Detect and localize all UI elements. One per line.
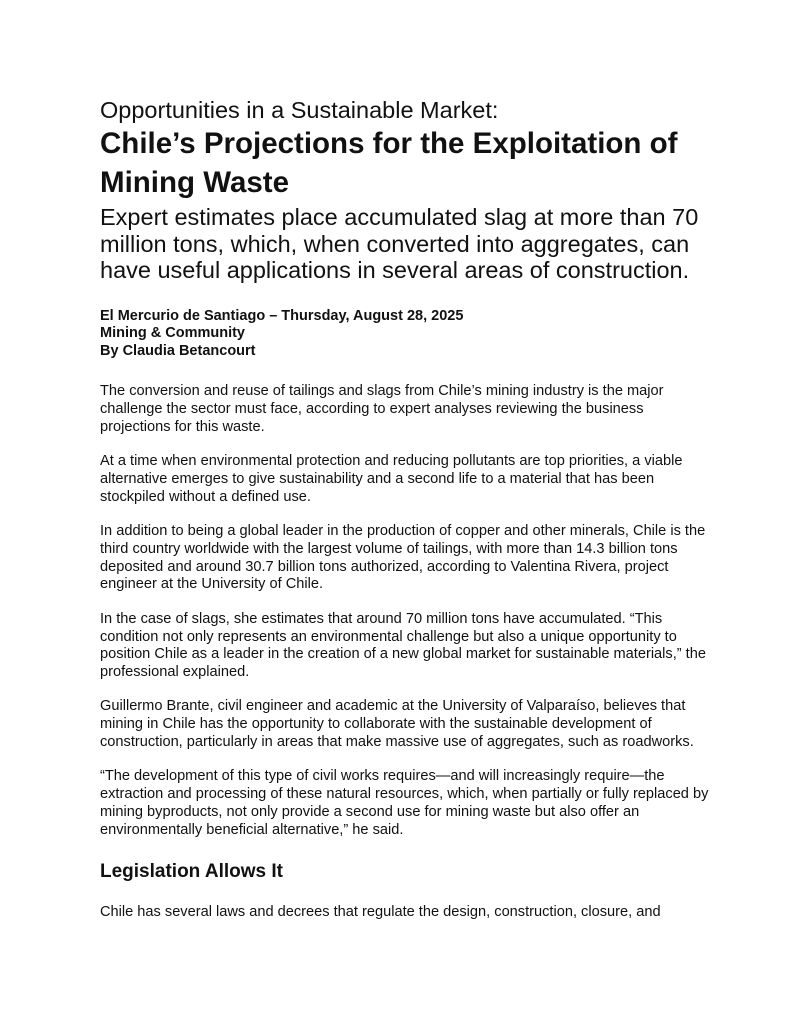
paragraph: The conversion and reuse of tailings and slags from Chile’s mining industry is the major challenge the sector must face, according to expert analyses reviewing the business projections for this waste. (100, 383, 664, 435)
byline: By Claudia Betancourt (100, 342, 256, 359)
article-title: Chile’s Projections for the Exploitation of Mining Waste (100, 127, 678, 199)
paragraph: “The development of this type of civil works requires—and will increasingly require—the extraction and processing of these natural resources, which, when partially or fully replaced by mining byproducts, not only provide a second use for mining waste but also offer an environmentally beneficial alternative,” he said. (100, 768, 709, 838)
article-kicker: Opportunities in a Sustainable Market: (100, 97, 499, 123)
article-meta (100, 308, 712, 361)
section-name: Mining & Community (100, 325, 245, 342)
paragraph: Chile has several laws and decrees that regulate the design, construction, closure, and (100, 903, 661, 920)
article-deck: Expert estimates place accumulated slag at more than 70 million tons, which, when converted into aggregates, can have useful applications in several areas of construction. (100, 204, 699, 283)
section-heading: Legislation Allows It (100, 860, 283, 882)
paragraph: In addition to being a global leader in the production of copper and other minerals, Chile is the third country worldwide with the largest volume of tailings, with more than 14.3 billion tons deposited and around 30.7 billion tons authorized, according to Valentina Rivera, project engineer at the University of Chile. (100, 523, 706, 593)
source-date: El Mercurio de Santiago – Thursday, August 28, 2025 (100, 307, 464, 324)
paragraph: At a time when environmental protection and reducing pollutants are top priorities, a viable alternative emerges to give sustainability and a second life to a material that has been stockpiled without a defined use. (100, 453, 683, 505)
paragraph: In the case of slags, she estimates that around 70 million tons have accumulated. “This condition not only represents an environmental challenge but also a unique opportunity to position Chile as a leader in the creation of a new global market for sustainable materials,” the professional explained. (100, 610, 706, 681)
article-body (100, 383, 712, 921)
article (100, 96, 712, 938)
paragraph: Guillermo Brante, civil engineer and academic at the University of Valparaíso, believes that mining in Chile has the opportunity to collaborate with the sustainable development of construction, particularly in areas that make massive use of aggregates, such as roadworks. (100, 698, 694, 751)
